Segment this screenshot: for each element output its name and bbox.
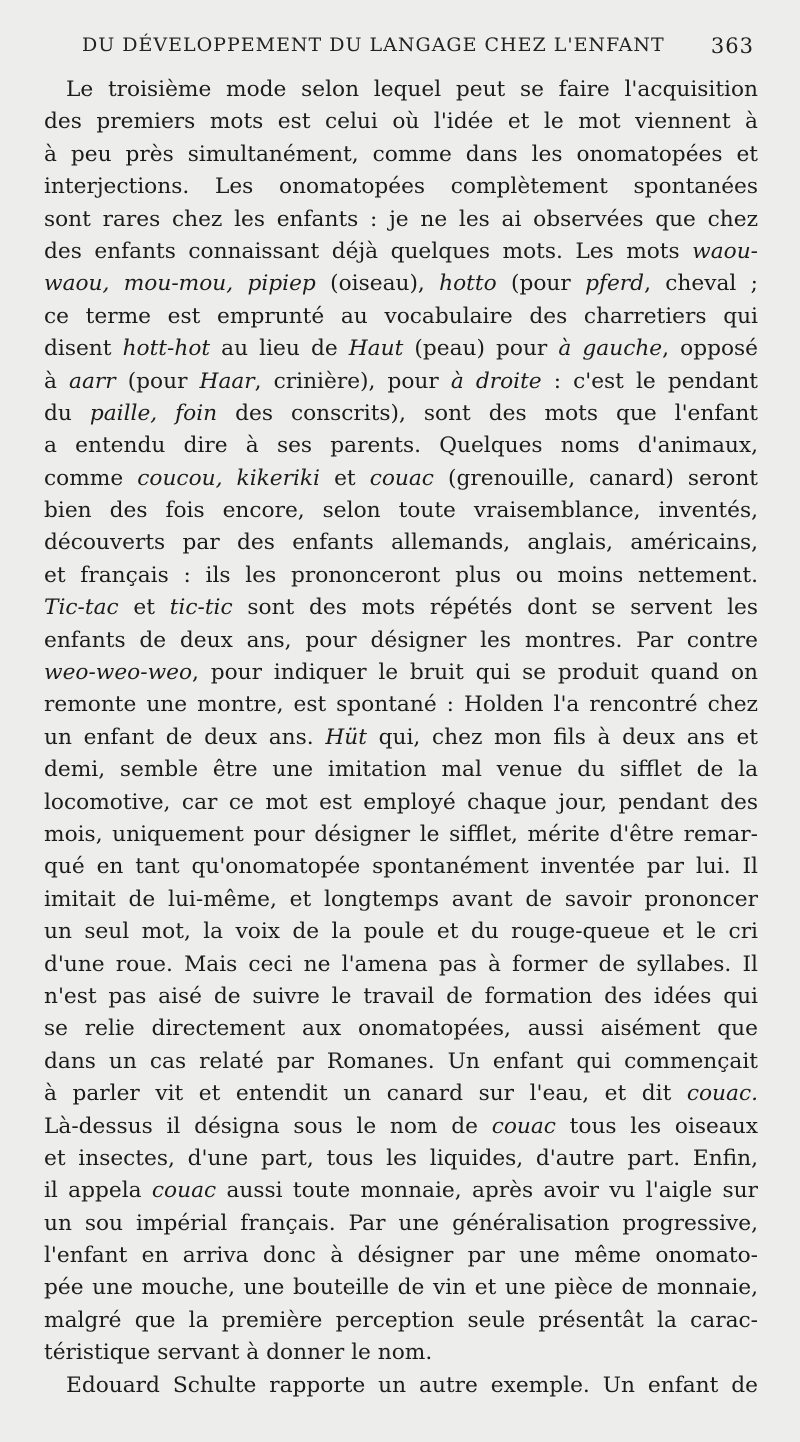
text-segment: un sou impérial français. Par une généralisation progressive, <box>44 1210 758 1236</box>
text-segment: et insectes, d'une part, tous les liquides, d'autre part. Enfin, <box>44 1145 758 1171</box>
text-segment: comme <box>44 465 138 491</box>
text-line <box>44 884 758 916</box>
italic-text: hotto <box>439 271 497 297</box>
text-segment: (grenouille, canard) seront <box>433 465 759 491</box>
text-segment: mois, uniquement pour désigner le sifflet, mérite d'être remar- <box>44 821 758 847</box>
page-header <box>82 34 754 64</box>
text-segment: sont rares chez les enfants : je ne les ai observées que chez <box>44 206 758 232</box>
italic-text: à droite <box>450 368 542 394</box>
text-line <box>44 1337 758 1369</box>
text-segment: qué en tant qu'onomatopée spontanément inventée par lui. Il <box>44 854 758 880</box>
text-line <box>44 1078 758 1110</box>
italic-text: Haar <box>199 368 255 394</box>
text-segment: interjections. Les onomatopées complètement spontanées <box>44 174 758 200</box>
text-line <box>44 689 758 721</box>
text-segment: et français : ils les prononceront plus ou moins nettement. <box>44 562 758 588</box>
text-line <box>44 204 758 236</box>
text-segment: a entendu dire à ses parents. Quelques noms d'animaux, <box>44 433 758 459</box>
text-segment: il appela <box>44 1178 152 1204</box>
text-segment: (peau) pour <box>403 336 559 362</box>
text-line <box>44 366 758 398</box>
text-line <box>44 106 758 138</box>
text-line <box>44 1143 758 1175</box>
text-segment: malgré que la première perception seule présentât la carac- <box>44 1307 758 1333</box>
italic-text: couac <box>491 1113 556 1139</box>
text-line <box>44 981 758 1013</box>
text-segment: : c'est le pendant <box>541 368 759 394</box>
text-segment: bien des fois encore, selon toute vraisemblance, inventés, <box>44 498 758 524</box>
text-segment: remonte une montre, est spontané : Holden l'a rencontré chez <box>44 692 758 718</box>
italic-text: aarr <box>69 368 116 394</box>
running-title: DU DÉVELOPPEMENT DU LANGAGE CHEZ L'ENFANT <box>82 34 665 56</box>
text-segment: , cheval ; <box>644 271 758 297</box>
body-text <box>44 74 758 1402</box>
text-segment: n'est pas aisé de suivre le travail de formation des idées qui <box>44 983 758 1009</box>
page-number: 363 <box>710 34 754 58</box>
text-line <box>44 236 758 268</box>
text-segment: , opposé <box>662 336 758 362</box>
text-line <box>44 301 758 333</box>
text-segment: enfants de deux ans, pour désigner les montres. Par contre <box>44 627 758 653</box>
italic-text: coucou, kikeriki <box>137 465 320 491</box>
text-segment: (pour <box>115 368 200 394</box>
text-segment: (oiseau), <box>315 271 440 297</box>
text-line <box>44 74 758 106</box>
text-segment: au lieu de <box>210 336 349 362</box>
text-segment: sont des mots répétés dont se servent les <box>232 595 758 621</box>
italic-text: Tic-tac <box>44 595 119 621</box>
text-segment: à peu près simultanément, comme dans les onomatopées et <box>44 141 758 167</box>
text-segment: Edouard Schulte rapporte un autre exemple. Un enfant de <box>66 1372 758 1398</box>
text-segment: dans un cas relaté par Romanes. Un enfant qui commençait <box>44 1048 758 1074</box>
text-segment: des conscrits), sont des mots que l'enfant <box>217 400 759 426</box>
text-segment: un enfant de deux ans. <box>44 724 326 750</box>
text-line <box>44 527 758 559</box>
text-line <box>44 268 758 300</box>
text-line <box>44 592 758 624</box>
text-line <box>44 1046 758 1078</box>
text-segment: (pour <box>496 271 586 297</box>
text-segment: disent <box>44 336 123 362</box>
text-line <box>44 787 758 819</box>
italic-text: waou- <box>692 238 758 264</box>
text-line <box>44 1305 758 1337</box>
text-segment: imitait de lui-même, et longtemps avant de savoir prononcer <box>44 886 758 912</box>
italic-text: couac <box>369 465 434 491</box>
text-line <box>44 398 758 430</box>
italic-text: hott-hot <box>122 336 211 362</box>
text-segment: du <box>44 400 90 426</box>
italic-text: Haut <box>348 336 404 362</box>
text-line <box>44 754 758 786</box>
text-segment: et <box>118 595 170 621</box>
text-line <box>44 1240 758 1272</box>
text-line <box>44 1272 758 1304</box>
italic-text: tic-tic <box>169 595 233 621</box>
text-line <box>44 657 758 689</box>
italic-text: à gauche <box>558 336 663 362</box>
text-segment: téristique servant à donner le nom. <box>44 1340 433 1366</box>
text-segment: locomotive, car ce mot est employé chaque jour, pendant des <box>44 789 758 815</box>
italic-text: pferd <box>585 271 645 297</box>
text-segment: tous les oiseaux <box>555 1113 758 1139</box>
text-segment: aussi toute monnaie, après avoir vu l'aigle sur <box>216 1178 758 1204</box>
text-line <box>44 1370 758 1402</box>
text-segment: se relie directement aux onomatopées, aussi aisément que <box>44 1016 758 1042</box>
text-line <box>44 463 758 495</box>
text-line <box>44 333 758 365</box>
text-line <box>44 625 758 657</box>
text-line <box>44 722 758 754</box>
text-segment: qui, chez mon fils à deux ans et <box>366 724 758 750</box>
text-segment: demi, semble être une imitation mal venue du sifflet de la <box>44 757 758 783</box>
text-segment: un seul mot, la voix de la poule et du rouge-queue et le cri <box>44 919 758 945</box>
text-line <box>44 949 758 981</box>
text-segment: à <box>44 368 70 394</box>
text-segment: , crinière), pour <box>254 368 451 394</box>
text-line <box>44 560 758 592</box>
text-line <box>44 916 758 948</box>
text-segment: pée une mouche, une bouteille de vin et une pièce de monnaie, <box>44 1275 758 1301</box>
text-segment: d'une roue. Mais ceci ne l'amena pas à former de syllabes. Il <box>44 951 758 977</box>
text-segment: à parler vit et entendit un canard sur l'eau, et dit <box>44 1081 687 1107</box>
text-line <box>44 1208 758 1240</box>
text-line <box>44 1013 758 1045</box>
italic-text: weo-weo-weo <box>44 660 193 686</box>
text-line <box>44 1175 758 1207</box>
text-segment: des premiers mots est celui où l'idée et le mot viennent à <box>44 109 758 135</box>
text-line <box>44 851 758 883</box>
text-line <box>44 430 758 462</box>
text-segment: et <box>320 465 370 491</box>
text-line <box>44 139 758 171</box>
text-line <box>44 495 758 527</box>
text-segment: découverts par des enfants allemands, anglais, américains, <box>44 530 758 556</box>
text-segment: , pour indiquer le bruit qui se produit quand on <box>192 660 758 686</box>
text-segment: des enfants connaissant déjà quelques mots. Les mots <box>44 238 693 264</box>
italic-text: paille, foin <box>89 400 218 426</box>
text-line <box>44 1111 758 1143</box>
text-segment: Le troisième mode selon lequel peut se faire l'acquisition <box>66 77 758 102</box>
italic-text: Hüt <box>325 724 367 750</box>
italic-text: waou, mou-mou, pipiep <box>44 271 316 297</box>
text-segment: Là-dessus il désigna sous le nom de <box>44 1113 492 1139</box>
text-line <box>44 171 758 203</box>
text-segment: l'enfant en arriva donc à désigner par une même onomato- <box>44 1243 758 1269</box>
italic-text: couac <box>151 1178 217 1204</box>
text-segment: ce terme est emprunté au vocabulaire des charretiers qui <box>44 303 758 329</box>
italic-text: couac. <box>686 1081 758 1107</box>
text-line <box>44 819 758 851</box>
